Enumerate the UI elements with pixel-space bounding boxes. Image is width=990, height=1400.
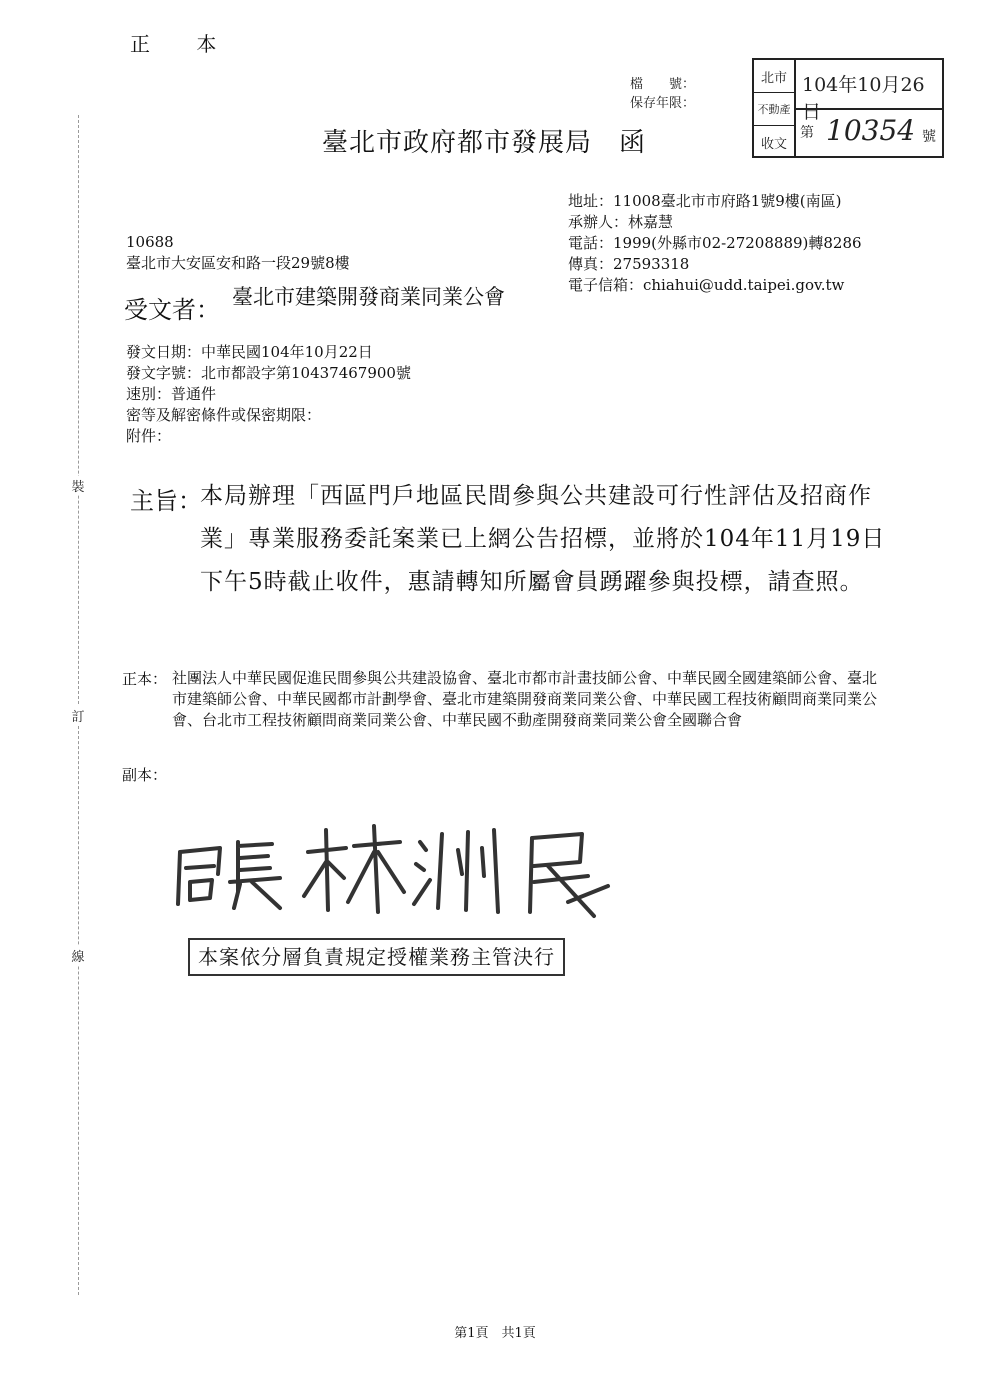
stamp-cell-receipt: 收文 [760,136,787,152]
recipient-street: 臺北市大安區安和路一段29號8樓 [126,254,350,272]
retention-label: 保存年限： [630,96,696,111]
email-address: 電子信箱：chiahui@udd.taipei.gov.tw [568,276,845,294]
handler-name: 承辦人：林嘉慧 [568,213,674,231]
binding-mark-zhuang: 裝 [68,476,88,495]
priority: 速別：普通件 [126,385,217,403]
cc-label: 副本： [122,766,168,784]
subject-text: 本局辦理「西區門戶地區民間參與公共建設可行性評估及招商作業」專業服務委託案業已上網公告招標，並將於104年11月19日下午5時截止收件，惠請轉知所屬會員踴躍參與投標，請查照。 [200,483,886,595]
stamp-date: 104年10月26日 [802,74,925,123]
sender-address: 地址：11008臺北市市府路1號9樓(南區) [568,192,842,210]
stamp-number-suffix: 號 [922,129,936,145]
postal-code: 10688 [126,233,174,251]
director-signature [168,812,638,922]
subject-label: 主旨： [130,487,202,515]
phone-number: 電話：1999(外縣市02-27208889)轉8286 [568,234,862,252]
recipient-label: 受文者： [124,296,220,324]
sender-contact-block [568,191,862,296]
document-copy-type: 正 本 [130,32,237,56]
fax-number: 傳真：27593318 [568,255,690,273]
recipient-address-block [126,232,350,274]
document-meta [126,342,411,447]
stamp-cell-dept: 不動產 [754,93,794,126]
reference-number: 發文字號：北市都設字第10437467900號 [126,364,411,382]
page-title: 臺北市政府都市發展局 函 [322,128,647,158]
secrecy-level: 密等及解密條件或保密期限： [126,406,322,424]
recipient-name: 臺北市建築開發商業同業公會 [232,285,505,309]
binding-mark-xian: 線 [68,946,88,965]
stamp-number: 10354 [826,114,916,147]
original-recipients-label: 正本： [122,670,168,688]
file-number-label: 檔 號： [630,77,696,92]
issue-date: 發文日期：中華民國104年10月22日 [126,343,373,361]
attachments: 附件： [126,427,172,445]
stamp-number-prefix: 第 [800,125,814,141]
delegation-stamp: 本案依分層負責規定授權業務主管決行 [188,938,565,976]
stamp-cell-city: 北市 [754,60,794,93]
binding-mark-ding: 訂 [68,706,88,725]
binding-line [78,115,79,1295]
page-footer: 第1頁 共1頁 [454,1326,536,1341]
original-recipients-list: 社團法人中華民國促進民間參與公共建設協會、臺北市都市計畫技師公會、中華民國全國建築師公會、臺北市建築師公會、中華民國都市計劃學會、臺北市建築開發商業同業公會、中華民國工程技術顧問商業同業公會、台北市工程技術顧問商業同業公會、中華民國不動產開發商業同業公會全國聯合會 [172,669,878,729]
receipt-stamp [752,58,944,158]
